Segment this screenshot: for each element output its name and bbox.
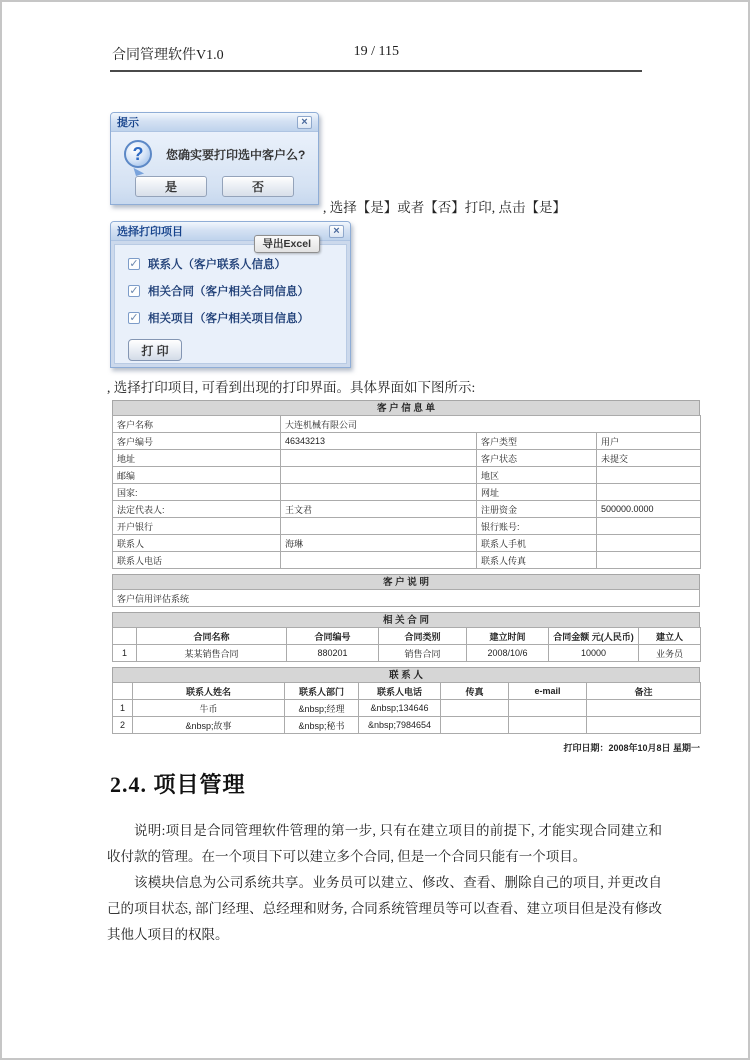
- field-value: 46343213: [281, 433, 477, 450]
- field-label: 联系人电话: [113, 552, 281, 569]
- related-contracts-title: 相 关 合 同: [112, 612, 700, 628]
- row-index: 1: [113, 700, 133, 717]
- field-value: [597, 484, 701, 501]
- contact-name: 牛币: [133, 700, 285, 717]
- report-title: 客 户 信 息 单: [112, 400, 700, 416]
- question-icon: ?: [124, 140, 152, 168]
- column-header: 建立人: [639, 628, 701, 645]
- field-label: 开户银行: [113, 518, 281, 535]
- caption-print-preview: , 选择打印项目, 可看到出现的打印界面。具体界面如下图所示:: [107, 380, 476, 395]
- contact-note: [587, 700, 701, 717]
- contract-date: 2008/10/6: [467, 645, 549, 662]
- contract-type: 销售合同: [379, 645, 467, 662]
- field-value: [597, 467, 701, 484]
- table-row: [113, 450, 701, 467]
- field-value: [281, 552, 477, 569]
- column-header: [113, 628, 137, 645]
- table-row: [113, 433, 701, 450]
- option-label: 联系人（客户联系人信息）: [148, 259, 286, 271]
- column-header: 联系人电话: [359, 683, 441, 700]
- table-row: [113, 700, 701, 717]
- table-row: [113, 645, 701, 662]
- field-label: 法定代表人:: [113, 501, 281, 518]
- field-label: 客户名称: [113, 416, 281, 433]
- print-date: 打印日期：2008年10月8日 星期一: [563, 743, 700, 753]
- field-label: 银行账号:: [477, 518, 597, 535]
- option-contracts[interactable]: [128, 283, 346, 299]
- column-header: 联系人姓名: [133, 683, 285, 700]
- row-index: 2: [113, 717, 133, 734]
- print-dialog-body: [111, 238, 350, 367]
- field-label: 联系人传真: [477, 552, 597, 569]
- table-row: [113, 484, 701, 501]
- field-value: 王文君: [281, 501, 477, 518]
- page-number: 19 / 115: [353, 44, 399, 59]
- field-value: [281, 467, 477, 484]
- contact-fax: [441, 717, 509, 734]
- option-label: 相关合同（客户相关合同信息）: [148, 286, 309, 298]
- field-label: 网址: [477, 484, 597, 501]
- option-contacts[interactable]: [128, 256, 346, 272]
- confirm-message: 您确实要打印选中客户么?: [166, 148, 306, 162]
- paragraph: 说明:项目是合同管理软件管理的第一步, 只有在建立项目的前提下, 才能实现合同建立和收付款的管理。在一个项目下可以建立多个合同, 但是一个合同只能有一个项目。: [107, 823, 662, 865]
- field-label: 客户状态: [477, 450, 597, 467]
- field-label: 邮编: [113, 467, 281, 484]
- checkbox-checked-icon[interactable]: ✓: [129, 312, 139, 324]
- row-index: 1: [113, 645, 137, 662]
- field-label: 注册资金: [477, 501, 597, 518]
- paragraph: 该模块信息为公司系统共享。业务员可以建立、修改、查看、删除自己的项目, 并更改自己的项目状态, 部门经理、总经理和财务, 合同系统管理员等可以查看、建立项目但是没有修改其他人项目的权限。: [107, 875, 662, 943]
- column-header: 联系人部门: [285, 683, 359, 700]
- section-body: [107, 818, 662, 948]
- column-header: 建立时间: [467, 628, 549, 645]
- column-header: 合同编号: [287, 628, 379, 645]
- confirm-dialog-titlebar: [111, 113, 318, 132]
- column-header: e-mail: [509, 683, 587, 700]
- field-value: [281, 518, 477, 535]
- table-header-row: [113, 628, 701, 645]
- yes-button[interactable]: 是: [135, 176, 207, 197]
- contract-number: 880201: [287, 645, 379, 662]
- document-header: [110, 44, 642, 72]
- confirm-button-row: [111, 176, 318, 197]
- contacts-title: 联 系 人: [112, 667, 700, 683]
- column-header: 传真: [441, 683, 509, 700]
- close-icon[interactable]: ×: [297, 116, 312, 129]
- table-header-row: [113, 683, 701, 700]
- document-title: 合同管理软件V1.0: [112, 48, 224, 63]
- contact-phone: &nbsp;7984654: [359, 717, 441, 734]
- customer-description-value: 客户信用评估系统: [113, 590, 700, 607]
- checkbox-checked-icon[interactable]: ✓: [129, 285, 139, 297]
- contract-amount: 10000: [549, 645, 639, 662]
- table-row: [113, 552, 701, 569]
- field-value: 500000.0000: [597, 501, 701, 518]
- contact-email: [509, 717, 587, 734]
- field-value: [597, 535, 701, 552]
- field-value: 未提交: [597, 450, 701, 467]
- table-row: [113, 590, 700, 607]
- checkbox-checked-icon[interactable]: ✓: [129, 258, 139, 270]
- column-header: [113, 683, 133, 700]
- field-value: 海琳: [281, 535, 477, 552]
- field-value: [281, 484, 477, 501]
- related-contracts-table: [112, 627, 701, 662]
- confirm-dialog-title: 提示: [117, 117, 139, 129]
- print-options-dialog: [110, 221, 351, 368]
- column-header: 合同类别: [379, 628, 467, 645]
- confirm-dialog-body: [111, 132, 318, 204]
- customer-report: [112, 400, 700, 734]
- field-value: [597, 518, 701, 535]
- table-row: [113, 416, 701, 433]
- contact-department: &nbsp;经理: [285, 700, 359, 717]
- contact-name: &nbsp;故事: [133, 717, 285, 734]
- table-row: [113, 535, 701, 552]
- contacts-table: [112, 682, 701, 734]
- column-header: 备注: [587, 683, 701, 700]
- contact-department: &nbsp;秘书: [285, 717, 359, 734]
- customer-description-title: 客 户 说 明: [112, 574, 700, 590]
- table-row: [113, 467, 701, 484]
- print-button[interactable]: 打 印: [128, 339, 182, 361]
- confirm-dialog: [110, 112, 319, 205]
- section-heading: 2.4. 项目管理: [110, 772, 246, 797]
- print-dialog-panel: [114, 238, 347, 364]
- column-header: 合同金额 元(人民币): [549, 628, 639, 645]
- contact-fax: [441, 700, 509, 717]
- no-button[interactable]: 否: [222, 176, 294, 197]
- contact-email: [509, 700, 587, 717]
- customer-description-table: [112, 589, 700, 607]
- contact-note: [587, 717, 701, 734]
- field-label: 客户编号: [113, 433, 281, 450]
- option-projects[interactable]: [128, 310, 346, 326]
- field-value: [597, 552, 701, 569]
- contract-creator: 业务员: [639, 645, 701, 662]
- field-label: 地址: [113, 450, 281, 467]
- customer-info-table: [112, 415, 701, 569]
- field-label: 客户类型: [477, 433, 597, 450]
- field-label: 联系人: [113, 535, 281, 552]
- field-value: 用户: [597, 433, 701, 450]
- close-icon[interactable]: ×: [329, 225, 344, 238]
- contact-phone: &nbsp;134646: [359, 700, 441, 717]
- column-header: 合同名称: [137, 628, 287, 645]
- print-dialog-title: 选择打印项目: [117, 226, 183, 238]
- table-row: [113, 717, 701, 734]
- field-label: 地区: [477, 467, 597, 484]
- contract-name: 某某销售合同: [137, 645, 287, 662]
- field-label: 联系人手机: [477, 535, 597, 552]
- field-value: 大连机械有限公司: [281, 416, 701, 433]
- field-value: [281, 450, 477, 467]
- table-row: [113, 501, 701, 518]
- caption-after-confirm: , 选择【是】或者【否】打印, 点击【是】: [323, 200, 566, 215]
- option-label: 相关项目（客户相关项目信息）: [148, 313, 309, 325]
- table-row: [113, 518, 701, 535]
- export-excel-button[interactable]: 导出Excel: [254, 235, 320, 253]
- field-label: 国家:: [113, 484, 281, 501]
